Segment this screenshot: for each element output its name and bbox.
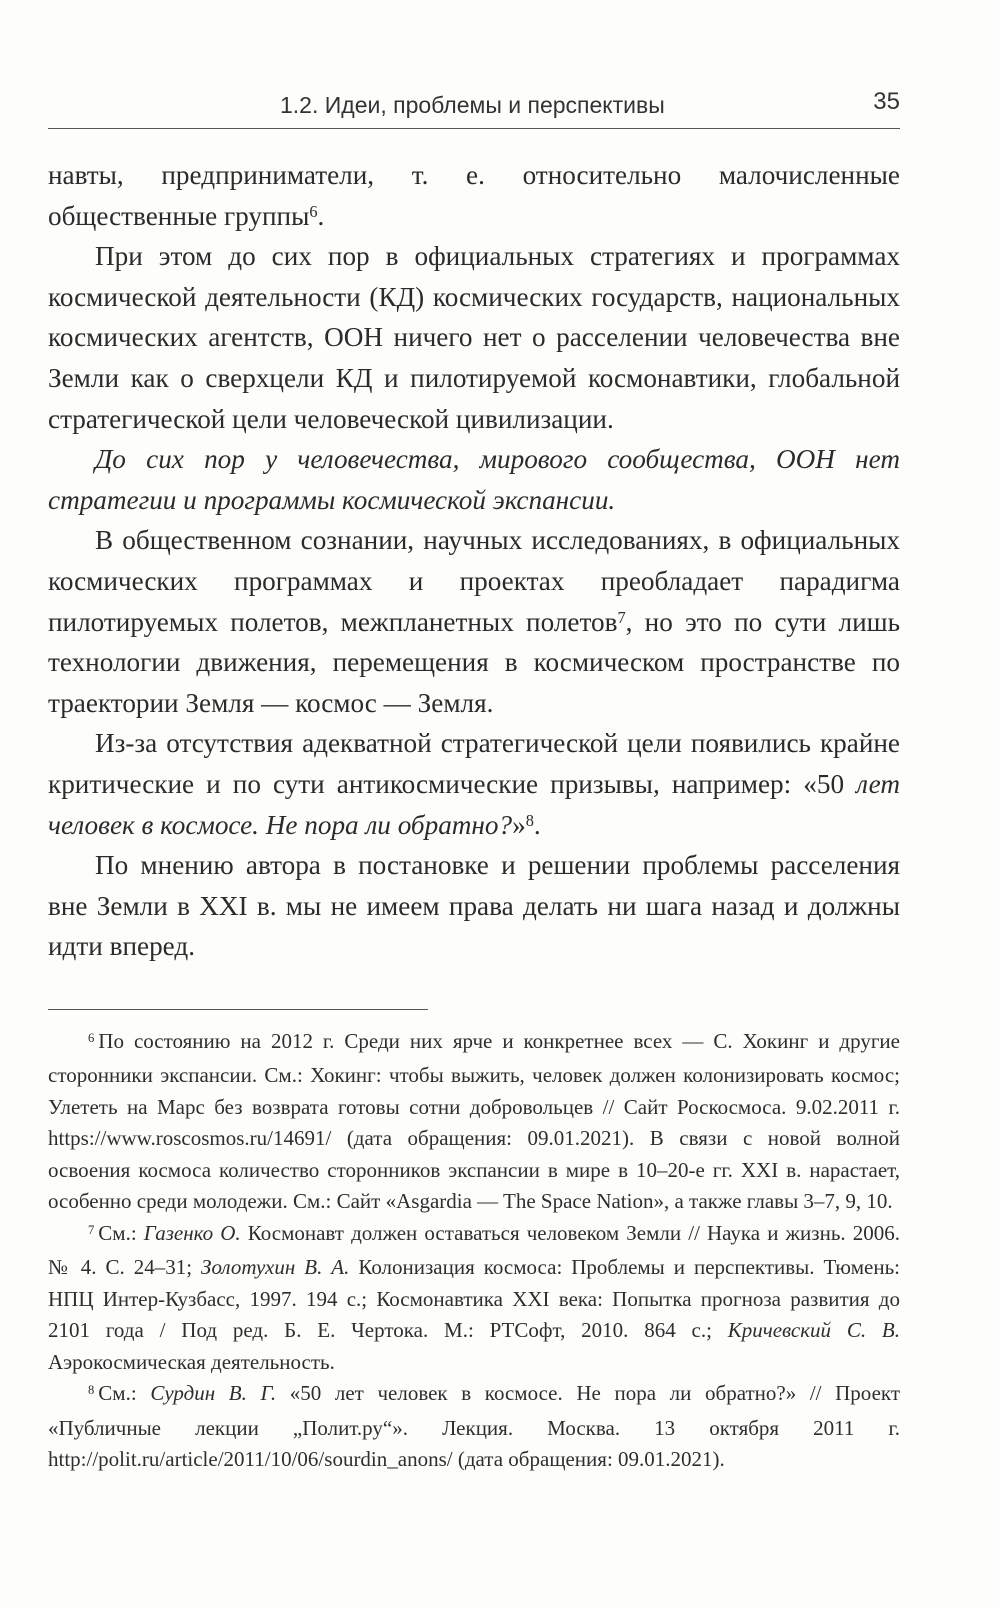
footnote-8 bbox=[48, 1378, 900, 1476]
paragraph-2: При этом до сих пор в официальных стратегиях и программах космической деятельности (КД) космических государств, национальных космических агентств, ООН ничего нет о расселении человечества вне Земли как о сверхцели КД и пилотируемой космонавтики, глобальной стратегической цели человеческой цивилизации. bbox=[48, 241, 900, 434]
footnote-ref-8: 8 bbox=[525, 811, 534, 831]
running-title: 1.2. Идеи, проблемы и перспективы bbox=[280, 92, 665, 118]
paragraph-4-part-a: В общественном сознании, научных исследованиях, в официальных космических программах и проектах преобладает парадигма пилотируемых полетов, межпланетных полетов bbox=[48, 525, 900, 637]
footnote-6 bbox=[48, 1026, 900, 1218]
footnote-ref-7: 7 bbox=[617, 608, 626, 628]
footnote-8-number: 8 bbox=[88, 1383, 95, 1398]
footnote-7-author-1: Газенко О. bbox=[143, 1220, 241, 1245]
paragraph-5-part-a: Из-за отсутствия адекватной стратегической цели появились крайне критические и по сути антикосмические призывы, например: «50 bbox=[48, 728, 900, 799]
footnote-7 bbox=[48, 1218, 900, 1379]
footnote-7-text-2: Космонавт должен оставаться человеком Земли // Наука и жизнь. 2006. № 4. С. 24–31; bbox=[48, 1220, 900, 1280]
footnotes bbox=[48, 1026, 900, 1476]
footnote-6-text: По состоянию на 2012 г. Среди них ярче и конкретнее всех — С. Хокинг и другие сторонники экспансии. См.: Хокинг: чтобы выжить, человек должен колонизировать космос; Улететь на Марс без возврата готовы сотни добровольцев // Сайт Роскосмоса. 9.02.2011 г. https://www.roscosmos.ru/14691/ (дата обращения: 09.01.2021). В связи с новой волной освоения космоса количество сторонников экспансии в мире в 10–20-е гг. XXI в. нарастает, особенно среди молодежи. См.: Сайт «Asgardia — The Space Nation», а также главы 3–7, 9, 10. bbox=[48, 1028, 900, 1214]
footnote-7-number: 7 bbox=[88, 1222, 95, 1237]
footnote-6-number: 6 bbox=[88, 1030, 95, 1045]
paragraph-1: навты, предприниматели, т. е. относительно малочисленные общественные группы$^6$. bbox=[48, 160, 900, 231]
paragraph-5-part-b: » bbox=[512, 809, 526, 840]
footnote-7-author-2: Золотухин В. А. bbox=[201, 1255, 350, 1280]
paragraph-5-quote: лет человек в космосе. Не пора ли обратно? bbox=[48, 768, 900, 840]
footnote-8-text-1: См.: bbox=[98, 1381, 151, 1406]
running-header bbox=[48, 78, 900, 129]
paragraph-6: По мнению автора в постановке и решении проблемы расселения вне Земли в XXI в. мы не имеем права делать ни шага назад и должны идти вперед. bbox=[48, 850, 900, 962]
paragraph-5 bbox=[48, 723, 900, 845]
main-text bbox=[48, 155, 900, 967]
footnote-8-text-2: «50 лет человек в космосе. Не пора ли обратно?» // Проект «Публичные лекции „Полит.ру“». Лекция. Москва. 13 октября 2011 г. http://polit.ru/article/2011/10/06/sourdin_anons/ (дата обращения: 09.01.2021). bbox=[48, 1381, 900, 1472]
paragraph-5-end: . bbox=[533, 809, 541, 840]
page-number: 35 bbox=[873, 88, 900, 115]
paragraph-1-text: навты, предприниматели, т. е. относительно малочисленные общественные группы bbox=[48, 160, 900, 231]
footnote-8-author-1: Сурдин В. Г. bbox=[150, 1381, 277, 1406]
paragraph-4-part-b: , но это по сути лишь технологии движения, перемещения в космическом пространстве по траектории Земля — космос — Земля. bbox=[48, 606, 900, 718]
footnote-divider bbox=[48, 1009, 428, 1010]
footnote-ref-6: 6 bbox=[309, 202, 318, 222]
footnote-7-text-1: См.: bbox=[98, 1220, 144, 1245]
paragraph-4 bbox=[48, 520, 900, 723]
book-page bbox=[48, 78, 900, 1476]
footnote-7-text-4: Аэрокосмическая деятельность. bbox=[48, 1349, 335, 1374]
footnote-7-author-3: Кричевский С. В. bbox=[727, 1318, 901, 1343]
paragraph-3-italic: До сих пор у человечества, мирового сообщества, ООН нет стратегии и программы космической экспансии. bbox=[48, 444, 900, 515]
footnote-7-text-3: Колонизация космоса: Проблемы и перспективы. Тюмень: НПЦ Интер-Кузбасс, 1997. 194 с.; Космонавтика XXI века: Попытка прогноза развития до 2101 года / Под ред. Б. Е. Чертока. М.: РТСофт, 2010. 864 с.; bbox=[48, 1255, 900, 1343]
